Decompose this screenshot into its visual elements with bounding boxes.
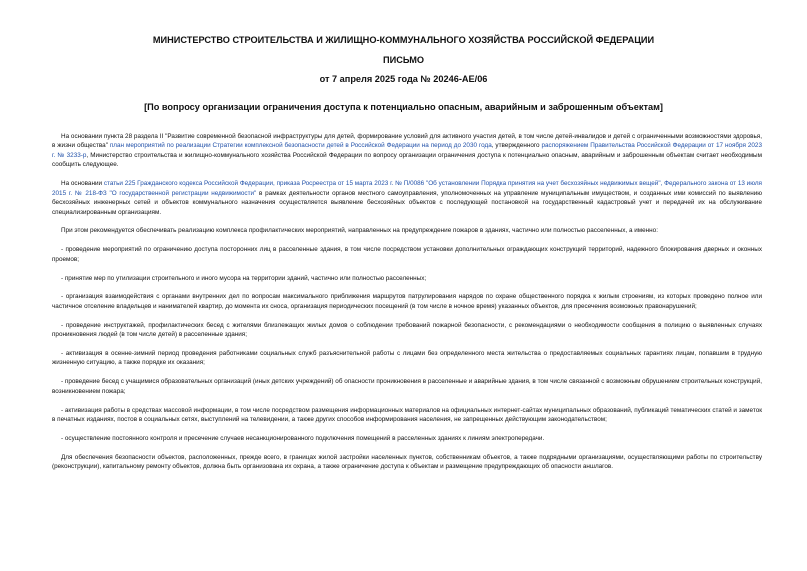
paragraph-text: На основании: [61, 180, 104, 188]
paragraph-text: , утвержденного: [491, 142, 542, 150]
document-date-number: от 7 апреля 2025 года № 20246-АЕ/06: [319, 74, 488, 84]
paragraph-text: На основании пункта 28 раздела II "Развитие современной безопасной инфраструктуры для детей, формирование условий для активного участия детей, в том числе детей-инвалидов и детей с ограниченными возможностями здоровья, в жизни общества": [52, 133, 762, 150]
document-type: ПИСЬМО: [382, 55, 425, 65]
list-item: - осуществление постоянного контроля и пресечение случаев несанкционированного подключения помещений в расселенных зданиях к линиям электропередачи.: [61, 434, 545, 442]
list-item: - проведение мероприятий по ограничению доступа посторонних лиц в расселенные здания, в том числе посредством установки дополнительных ограждающих конструкций территорий, надежного блокирования дверных и оконных проемов;: [52, 246, 762, 263]
list-item: - активизация работы в средствах массовой информации, в том числе посредством размещения информационных материалов на официальных интернет-сайтах муниципальных образований, публикаций тематических статей и заметок в печатных изданиях, постов в социальных сетях, выступлений на телевидении, а также других способов информирования населения, не запрещенных действующим законодательством;: [52, 406, 762, 424]
paragraph-security: Для обеспечения безопасности объектов, расположенных, прежде всего, в границах жилой застройки населенных пунктов, собственникам объектов, а также подрядными организациями, осуществляющими работы по строительству (реконструкции), капитальному ремонту объектов, должна быть организована их охрана, а также ограничение доступа к объектам и размещение предупреждающих об опасности аншлагов.: [52, 453, 762, 471]
paragraph-recommendation: При этом рекомендуется обеспечивать реализацию комплекса профилактических мероприятий, направленных на предупреждение пожаров в зданиях, частично или полностью расселенных, а именно:: [61, 227, 658, 235]
list-item: - проведение инструктажей, профилактических бесед с жителями близлежащих жилых домов о соблюдении требований пожарной безопасности, с рекомендациями о необходимости сообщения в полицию о выявленных случаях проникновения людей (в том числе детей) в расселенные здания;: [52, 321, 762, 339]
link-action-plan[interactable]: план мероприятий по реализации Стратегии комплексной безопасности детей в Российской Федерации на период до 2030 года: [109, 142, 492, 150]
link-government-order[interactable]: распоряжением Правительства Российской Федерации от 17 ноября 2023 г. № 3233-р: [52, 142, 762, 159]
list-item: - принятие мер по утилизации строительного и иного мусора на территории зданий, частично или полностью расселенных;: [61, 274, 427, 282]
paragraph-text: в рамках деятельности органов местного самоуправления, уполномоченных на управление муниципальным имуществом, и созданных ими комиссий по выявлению бесхозяйных инженерных сетей и объектов коммунального назначения осуществляется выявление бесхозяйных объектов с последующей постановкой на государственный кадастровый учет и передачей их на обслуживание специализированным организациям.: [52, 189, 763, 216]
list-item: - организация взаимодействия с органами внутренних дел по вопросам максимального приближения маршрутов патрулирования нарядов по охране общественного порядка к жилым строениям, из которых проведено полное или частичное отселение владельцев и нанимателей квартир, до момента их сноса, организация периодических посещений (в том числе в ночное время) указанных объектов, для пресечения возможных правонарушений;: [52, 293, 762, 310]
paragraph-text: , Министерство строительства и жилищно-коммунального хозяйства Российской Федерации по вопросу организации ограничения доступа к потенциально опасным, аварийным и заброшенным объектам считает необходимым сообщить следующее.: [52, 151, 762, 169]
list-item: - активизация в осенне-зимний период проведения работниками социальных служб разъяснительной работы с лицами без определенного места жительства о предоставляемых социальных гарантиях лицам, попавшим в трудную жизненную ситуацию, а также порядке их оказания;: [52, 349, 762, 367]
document-subject: [По вопросу организации ограничения доступа к потенциально опасным, аварийным и заброшенным объектам]: [144, 102, 663, 112]
paragraph-legal-basis: [52, 179, 762, 217]
paragraph-basis: [52, 132, 762, 170]
document-body: [52, 132, 762, 481]
ministry-title: МИНИСТЕРСТВО СТРОИТЕЛЬСТВА И ЖИЛИЩНО-КОММУНАЛЬНОГО ХОЗЯЙСТВА РОССИЙСКОЙ ФЕДЕРАЦИИ: [152, 35, 655, 45]
link-civil-code[interactable]: статьи 225 Гражданского кодекса Российской Федерации, приказа Росреестра от 15 марта 2023 г. № П/0086 "Об установлении Порядка принятия на учет бесхозяйных недвижимых вещей", Федерального закона от 13 июля 2015 г. № 218-ФЗ "О государственной регистрации недвижимости": [52, 180, 762, 197]
list-item: - проведение бесед с учащимися образовательных организаций (иных детских учреждений) об опасности проникновения в расселенные и аварийные здания, в том числе связанной с возможным обрушением строительных конструкций, возникновением пожара;: [52, 378, 762, 395]
